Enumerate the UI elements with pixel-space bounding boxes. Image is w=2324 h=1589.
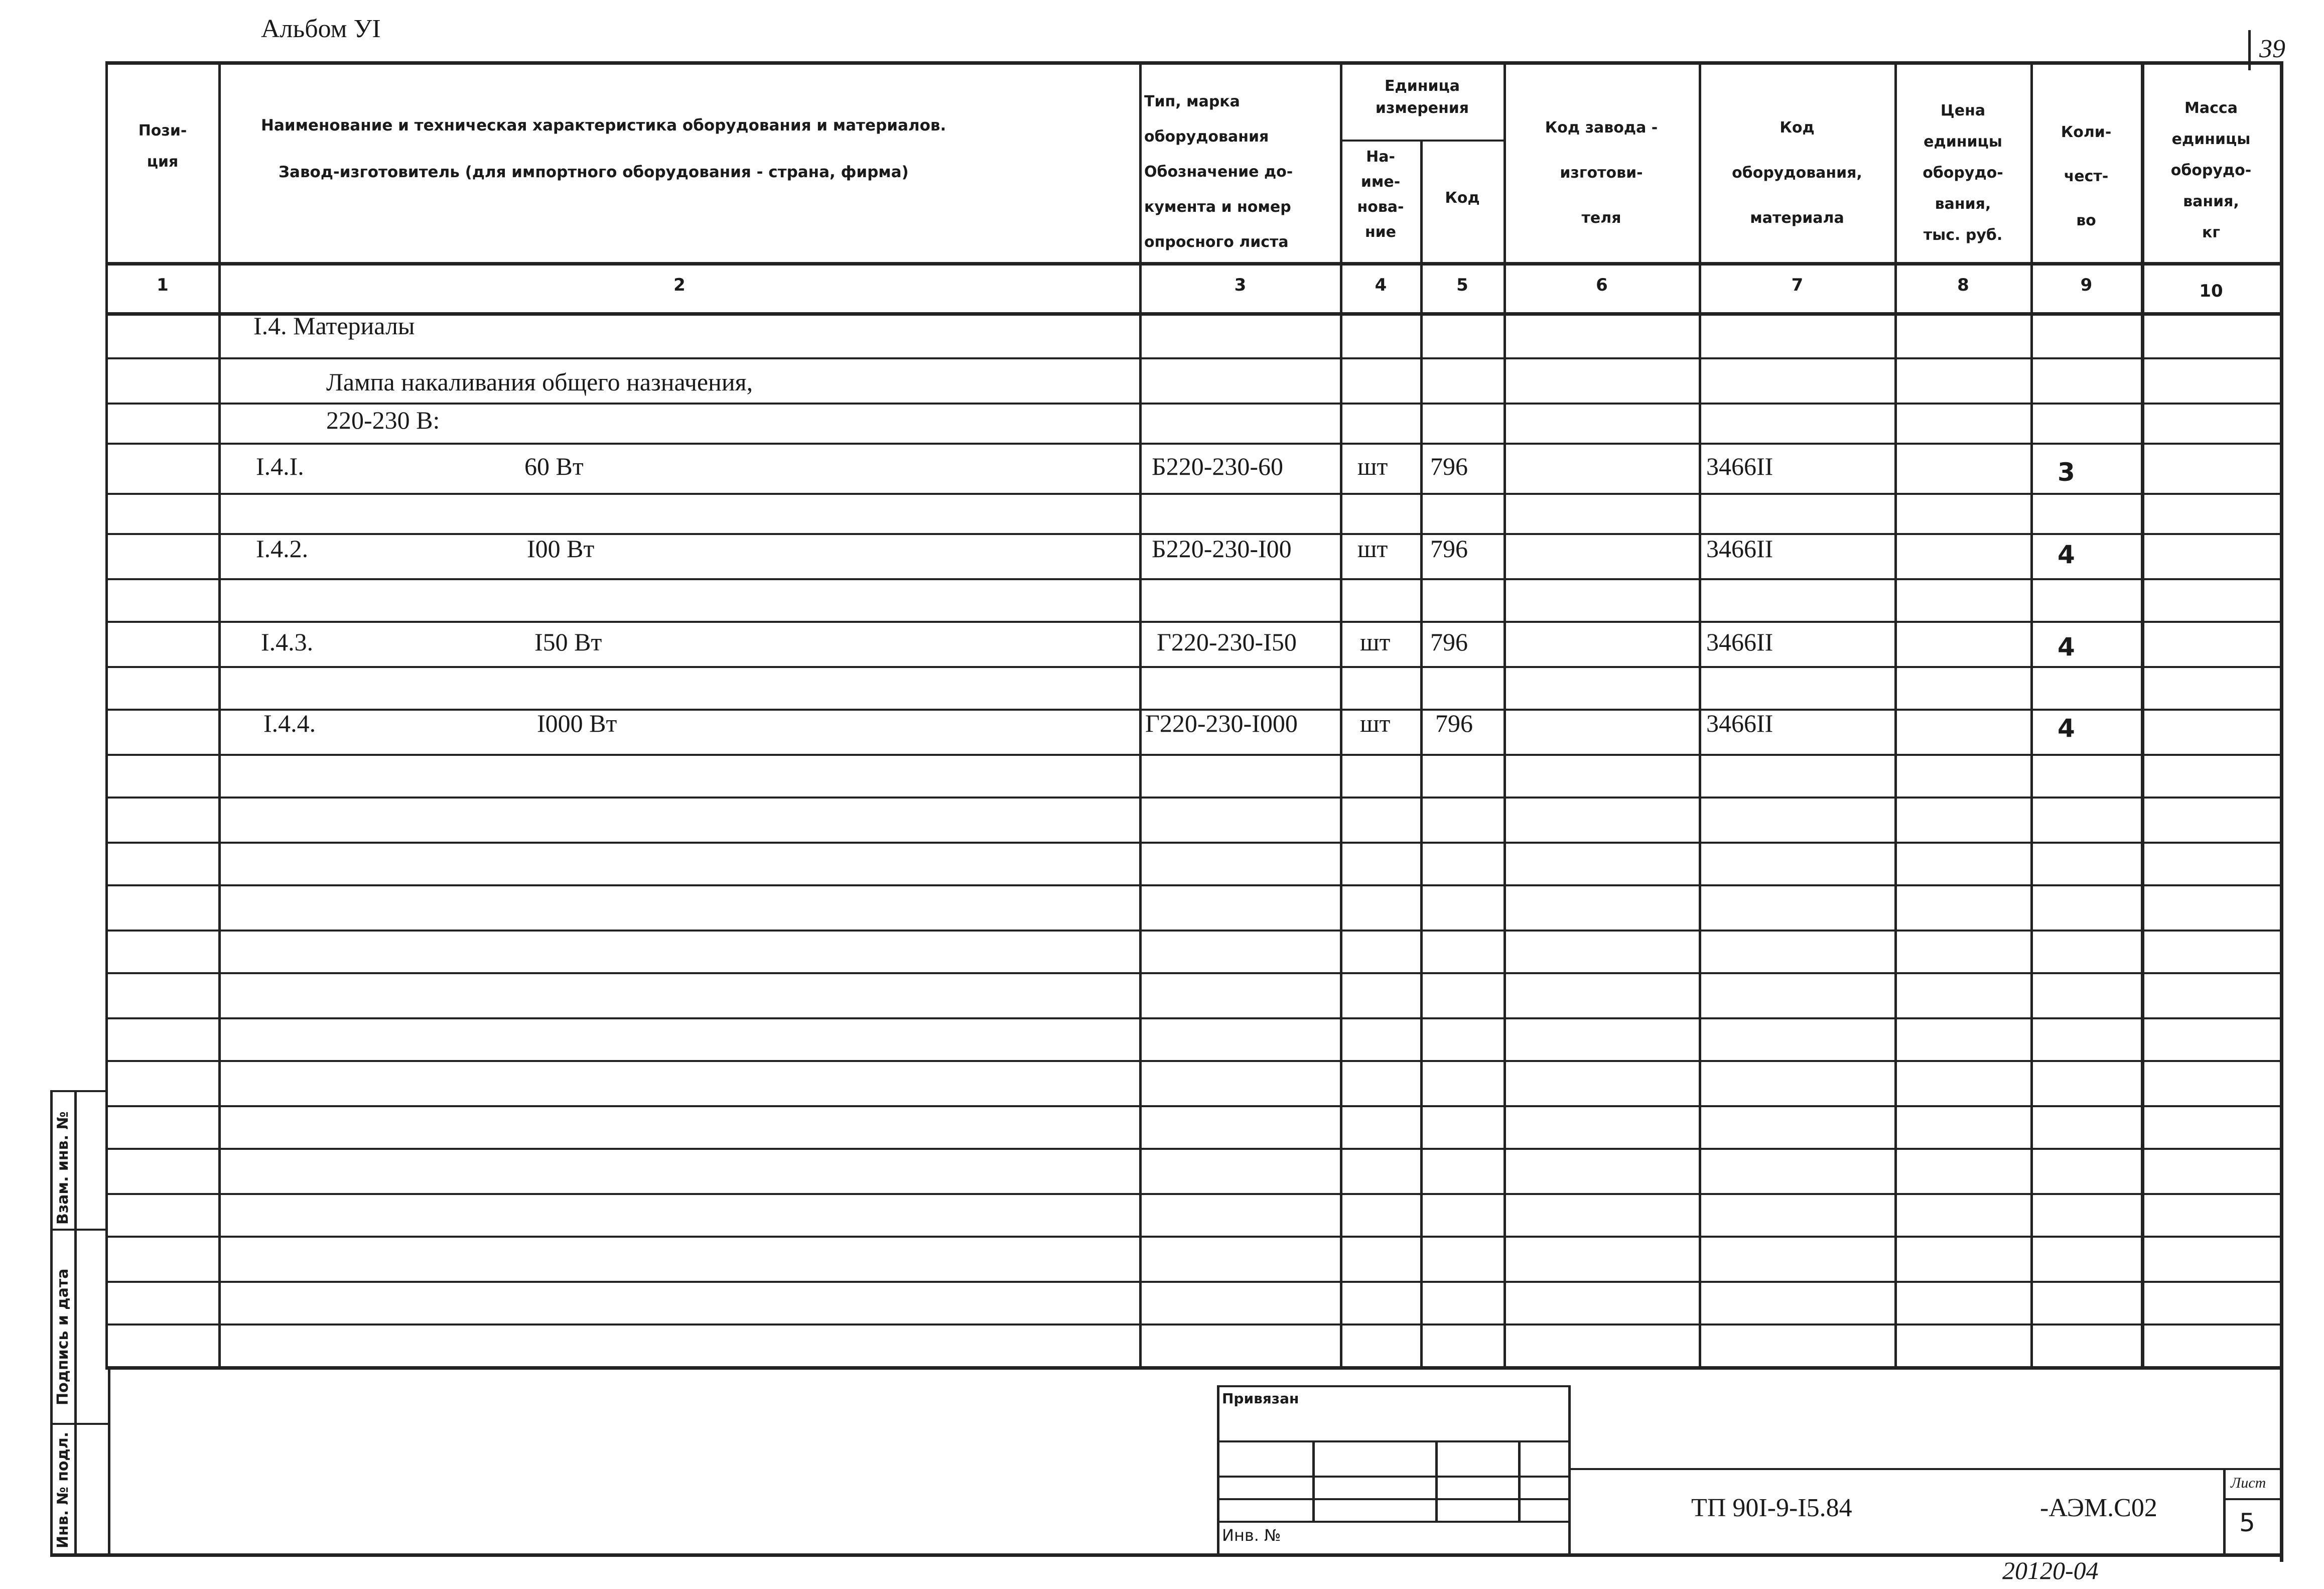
- item-type: Б220-230-I00: [1152, 535, 1292, 563]
- item-type: Г220-230-I000: [1145, 709, 1298, 737]
- header-name-line1: Наименование и техническая характеристика оборудования и материалов.: [261, 116, 946, 135]
- section-title: I.4. Материалы: [253, 312, 415, 340]
- stamp-inv-no: Инв. №: [1222, 1526, 1281, 1545]
- doc-suffix: -АЭМ.С02: [2040, 1494, 2157, 1522]
- col-num-5: 5: [1456, 275, 1468, 295]
- header-maker-code: Код завода - изготови- теля: [1545, 119, 1658, 227]
- item-unit-code: 796: [1430, 535, 1468, 563]
- item-quantity: 4: [2058, 632, 2075, 661]
- item-unit: шт: [1357, 452, 1388, 480]
- sidebar-inv-orig: Инв. № подл.: [54, 1431, 72, 1548]
- sheet-label: Лист: [2231, 1475, 2266, 1491]
- item-position: I.4.4.: [263, 709, 316, 737]
- header-unit-group: Единица измерения: [1375, 77, 1469, 117]
- item-type: Б220-230-60: [1152, 452, 1284, 480]
- item-unit: шт: [1360, 709, 1391, 737]
- col-num-10: 10: [2199, 281, 2223, 301]
- item-unit-code: 796: [1430, 452, 1468, 480]
- item-name: 60 Вт: [524, 452, 584, 480]
- header-equipment-code: Код оборудования, материала: [1732, 119, 1862, 227]
- header-mass: Масса единицы оборудо- вания, кг: [2170, 99, 2252, 241]
- col-num-2: 2: [673, 275, 686, 295]
- item-quantity: 4: [2058, 540, 2075, 569]
- col-num-1: 1: [157, 275, 169, 295]
- col-num-7: 7: [1791, 275, 1804, 295]
- archive-number: 20120-04: [2002, 1556, 2099, 1584]
- section-subtitle-line2: 220-230 В:: [326, 406, 440, 434]
- item-name: I00 Вт: [527, 535, 595, 563]
- item-quantity: 3: [2058, 458, 2075, 487]
- item-material-code: 3466II: [1706, 709, 1773, 737]
- item-material-code: 3466II: [1706, 452, 1773, 480]
- section-subtitle-line1: Лампа накаливания общего назначения,: [326, 368, 753, 396]
- sidebar-sign-date: Подпись и дата: [54, 1268, 72, 1405]
- sheet-number: 5: [2239, 1508, 2255, 1537]
- header-type: Тип, марка оборудования Обозначение до- кумента и номер опросного листа: [1144, 93, 1293, 251]
- album-title: Альбом УI: [261, 15, 381, 43]
- page-number: 39: [2259, 35, 2285, 63]
- header-quantity: Коли- чест- во: [2061, 123, 2112, 229]
- item-position: I.4.2.: [256, 535, 309, 563]
- doc-code: ТП 90I-9-I5.84: [1691, 1494, 1852, 1522]
- item-material-code: 3466II: [1706, 535, 1773, 563]
- col-num-3: 3: [1234, 275, 1247, 295]
- stamp-privyazan: Привязан: [1222, 1390, 1299, 1407]
- col-num-6: 6: [1596, 275, 1608, 295]
- header-price: Цена единицы оборудо- вания, тыс. руб.: [1923, 102, 2003, 244]
- header-position: Пози- ция: [138, 122, 187, 171]
- col-num-4: 4: [1375, 275, 1387, 295]
- col-num-8: 8: [1957, 275, 1969, 295]
- sidebar-inv-replace: Взам. инв. №: [54, 1111, 72, 1225]
- header-unit-name: На- име- нова- ние: [1357, 148, 1404, 241]
- item-unit-code: 796: [1430, 628, 1468, 656]
- item-quantity: 4: [2058, 714, 2075, 743]
- item-type: Г220-230-I50: [1157, 628, 1297, 656]
- header-unit-code: Код: [1445, 189, 1480, 207]
- item-unit: шт: [1357, 535, 1388, 563]
- item-unit: шт: [1360, 628, 1391, 656]
- item-position: I.4.I.: [256, 452, 304, 480]
- col-num-9: 9: [2080, 275, 2093, 295]
- item-unit-code: 796: [1435, 709, 1473, 737]
- item-position: I.4.3.: [261, 628, 314, 656]
- item-name: I000 Вт: [537, 709, 617, 737]
- item-name: I50 Вт: [534, 628, 602, 656]
- header-name-line2: Завод-изготовитель (для импортного оборудования - страна, фирма): [279, 163, 909, 181]
- item-material-code: 3466II: [1706, 628, 1773, 656]
